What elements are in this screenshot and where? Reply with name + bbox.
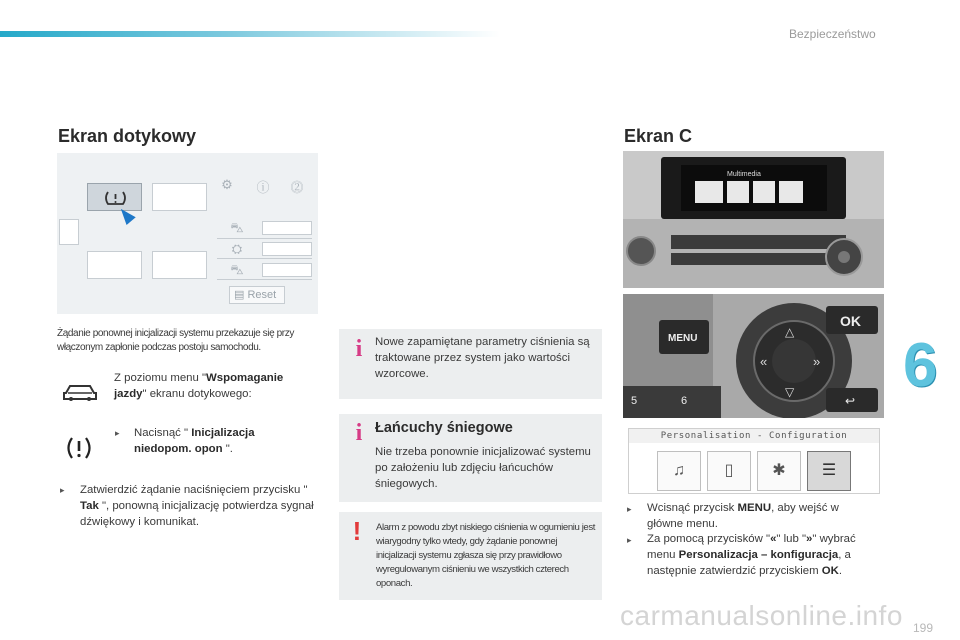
media-icon: ♫ — [673, 462, 685, 479]
key-6: 6 — [681, 395, 688, 407]
settings-sliders-icon: ☰ — [821, 462, 837, 479]
key-5: 5 — [631, 395, 638, 407]
warning-small-icon: ⓶ — [290, 180, 304, 195]
step1-suffix: " ekranu dotykowego: — [142, 388, 252, 400]
header-accent-bar — [0, 31, 500, 37]
warning-icon: ! — [352, 516, 362, 546]
watermark: carmanualsonline.info — [620, 600, 903, 631]
step2-bold: Inicjalizacja niedopom. opon — [134, 427, 255, 455]
rstep2-prefix: Za pomocą przycisków " — [647, 533, 771, 545]
right-step-2 — [647, 531, 883, 579]
menu-tile-phone[interactable] — [707, 451, 751, 491]
control-panel-illustration — [623, 294, 884, 418]
section-name: Bezpieczeństwo — [789, 27, 876, 41]
tpms-warning-icon — [62, 433, 96, 463]
rstep2-bold2: OK — [821, 565, 839, 577]
rstep1-bold: MENU — [737, 502, 772, 514]
rstep2-mid: " lub " — [776, 533, 807, 545]
rstep1-suffix: , aby wejść w główne menu. — [647, 502, 839, 530]
tyre-small-icon: ⛭ — [231, 241, 243, 256]
bluetooth-icon: ✱ — [772, 462, 786, 479]
rstep2-arrow-left: « — [770, 533, 777, 545]
step3-suffix: ", ponowną inicjalizację potwierdza sygnał dźwiękowy i komunikat. — [80, 500, 314, 528]
rstep2-suffix: , a następnie zatwierdzić przyciskiem — [647, 549, 851, 577]
tpms-reset-button[interactable] — [87, 183, 142, 211]
rstep2-end: . — [838, 565, 842, 577]
dashboard-photo-illustration — [623, 151, 884, 288]
up-arrow-icon: △ — [785, 325, 795, 339]
bullet-icon: ▸ — [115, 428, 120, 438]
left-step-3 — [80, 482, 320, 530]
tpms-small-icon: ⓘ — [256, 180, 270, 195]
configuration-menu-illustration — [628, 428, 880, 494]
snow-chains-heading: Łańcuchy śniegowe — [375, 420, 513, 436]
step1-prefix: Z poziomu menu " — [114, 372, 207, 384]
reset-label: Reset — [247, 289, 277, 301]
warning-text: Alarm z powodu zbyt niskiego ciśnienia w ogumieniu jest wiarygodny tylko wtedy, gdy żądanie ponownej inicjalizacji systemu zgłasza się przy prawidłowo wyregulowanym ciśnieniu we wszystkich czterech oponach. — [376, 522, 596, 589]
page-number: 199 — [913, 621, 934, 635]
info-reference-values-text: Nowe zapamiętane parametry ciśnienia są traktowane przez system jako wartości wzorcowe. — [375, 336, 590, 380]
bullet-icon: ▸ — [60, 485, 65, 495]
illustration-caption: Żądanie ponownej inicjalizacji systemu przekazuje się przy włączonym zapłonie podczas postoju samochodu. — [57, 328, 294, 353]
control-panel-photo — [623, 294, 884, 418]
car-menu-icon — [60, 381, 100, 403]
rstep2-bold: Personalizacja – konfiguracja — [678, 549, 839, 561]
menu-tile-bluetooth[interactable] — [757, 451, 801, 491]
side-menu-button[interactable] — [59, 219, 79, 245]
screen-title: Multimedia — [727, 171, 761, 178]
step3-prefix: Zatwierdzić żądanie naciśnięciem przycisku " — [80, 484, 308, 496]
reset-icon: ▤ — [234, 289, 245, 301]
car-outline-icon-2: ⛍ — [230, 262, 244, 277]
rstep2-after: " wybrać menu — [647, 533, 856, 561]
ts-blank-button-3[interactable] — [152, 251, 207, 279]
menu-tile-media[interactable] — [657, 451, 701, 491]
menu-tile-configuration[interactable] — [807, 451, 851, 491]
info-icon: i — [355, 420, 363, 446]
bullet-icon: ▸ — [627, 535, 632, 545]
info-icon: i — [355, 336, 363, 362]
ts-divider-1 — [217, 238, 312, 239]
car-outline-icon: ⛍ — [230, 220, 244, 235]
ts-blank-button-2[interactable] — [87, 251, 142, 279]
ts-toggle-3[interactable] — [262, 263, 312, 277]
reset-button[interactable] — [229, 286, 285, 304]
left-step-2 — [134, 425, 304, 457]
rstep2-arrow-right: » — [806, 533, 813, 545]
ts-toggle-1[interactable] — [262, 221, 312, 235]
touchscreen-heading: Ekran dotykowy — [58, 126, 197, 146]
prev-icon: « — [760, 354, 768, 369]
ts-blank-button-1[interactable] — [152, 183, 207, 211]
bullet-icon: ▸ — [627, 504, 632, 514]
step2-prefix: Nacisnąć " — [134, 427, 192, 439]
menu-key: MENU — [668, 333, 698, 344]
ts-toggle-2[interactable] — [262, 242, 312, 256]
step1-bold: Wspomaganie jazdy — [114, 372, 284, 400]
menu-title-bar: Personalisation - Configuration — [629, 429, 879, 443]
step2-suffix: ". — [222, 443, 233, 455]
back-icon: ↩ — [845, 394, 856, 408]
seat-icon: ⚙ — [221, 177, 233, 192]
phone-icon: ▯ — [724, 462, 734, 479]
touchscreen-illustration — [57, 153, 318, 314]
ts-divider-2 — [217, 258, 312, 259]
rstep1-prefix: Wcisnąć przycisk — [647, 502, 738, 514]
snow-chains-text: Nie trzeba ponownie inicjalizować systemu po założeniu lub zdjęciu łańcuchów śniegowych. — [375, 446, 591, 490]
ok-key: OK — [840, 313, 861, 329]
chapter-number: 6 — [903, 331, 938, 400]
down-arrow-icon: ▽ — [785, 385, 795, 399]
screen-c-heading: Ekran C — [624, 126, 693, 146]
left-step-1 — [114, 370, 314, 402]
dashboard-screen-photo — [623, 151, 884, 288]
tpms-icon — [88, 184, 143, 212]
next-icon: » — [813, 354, 821, 369]
step3-bold: Tak — [80, 500, 99, 512]
right-step-1 — [647, 500, 877, 532]
